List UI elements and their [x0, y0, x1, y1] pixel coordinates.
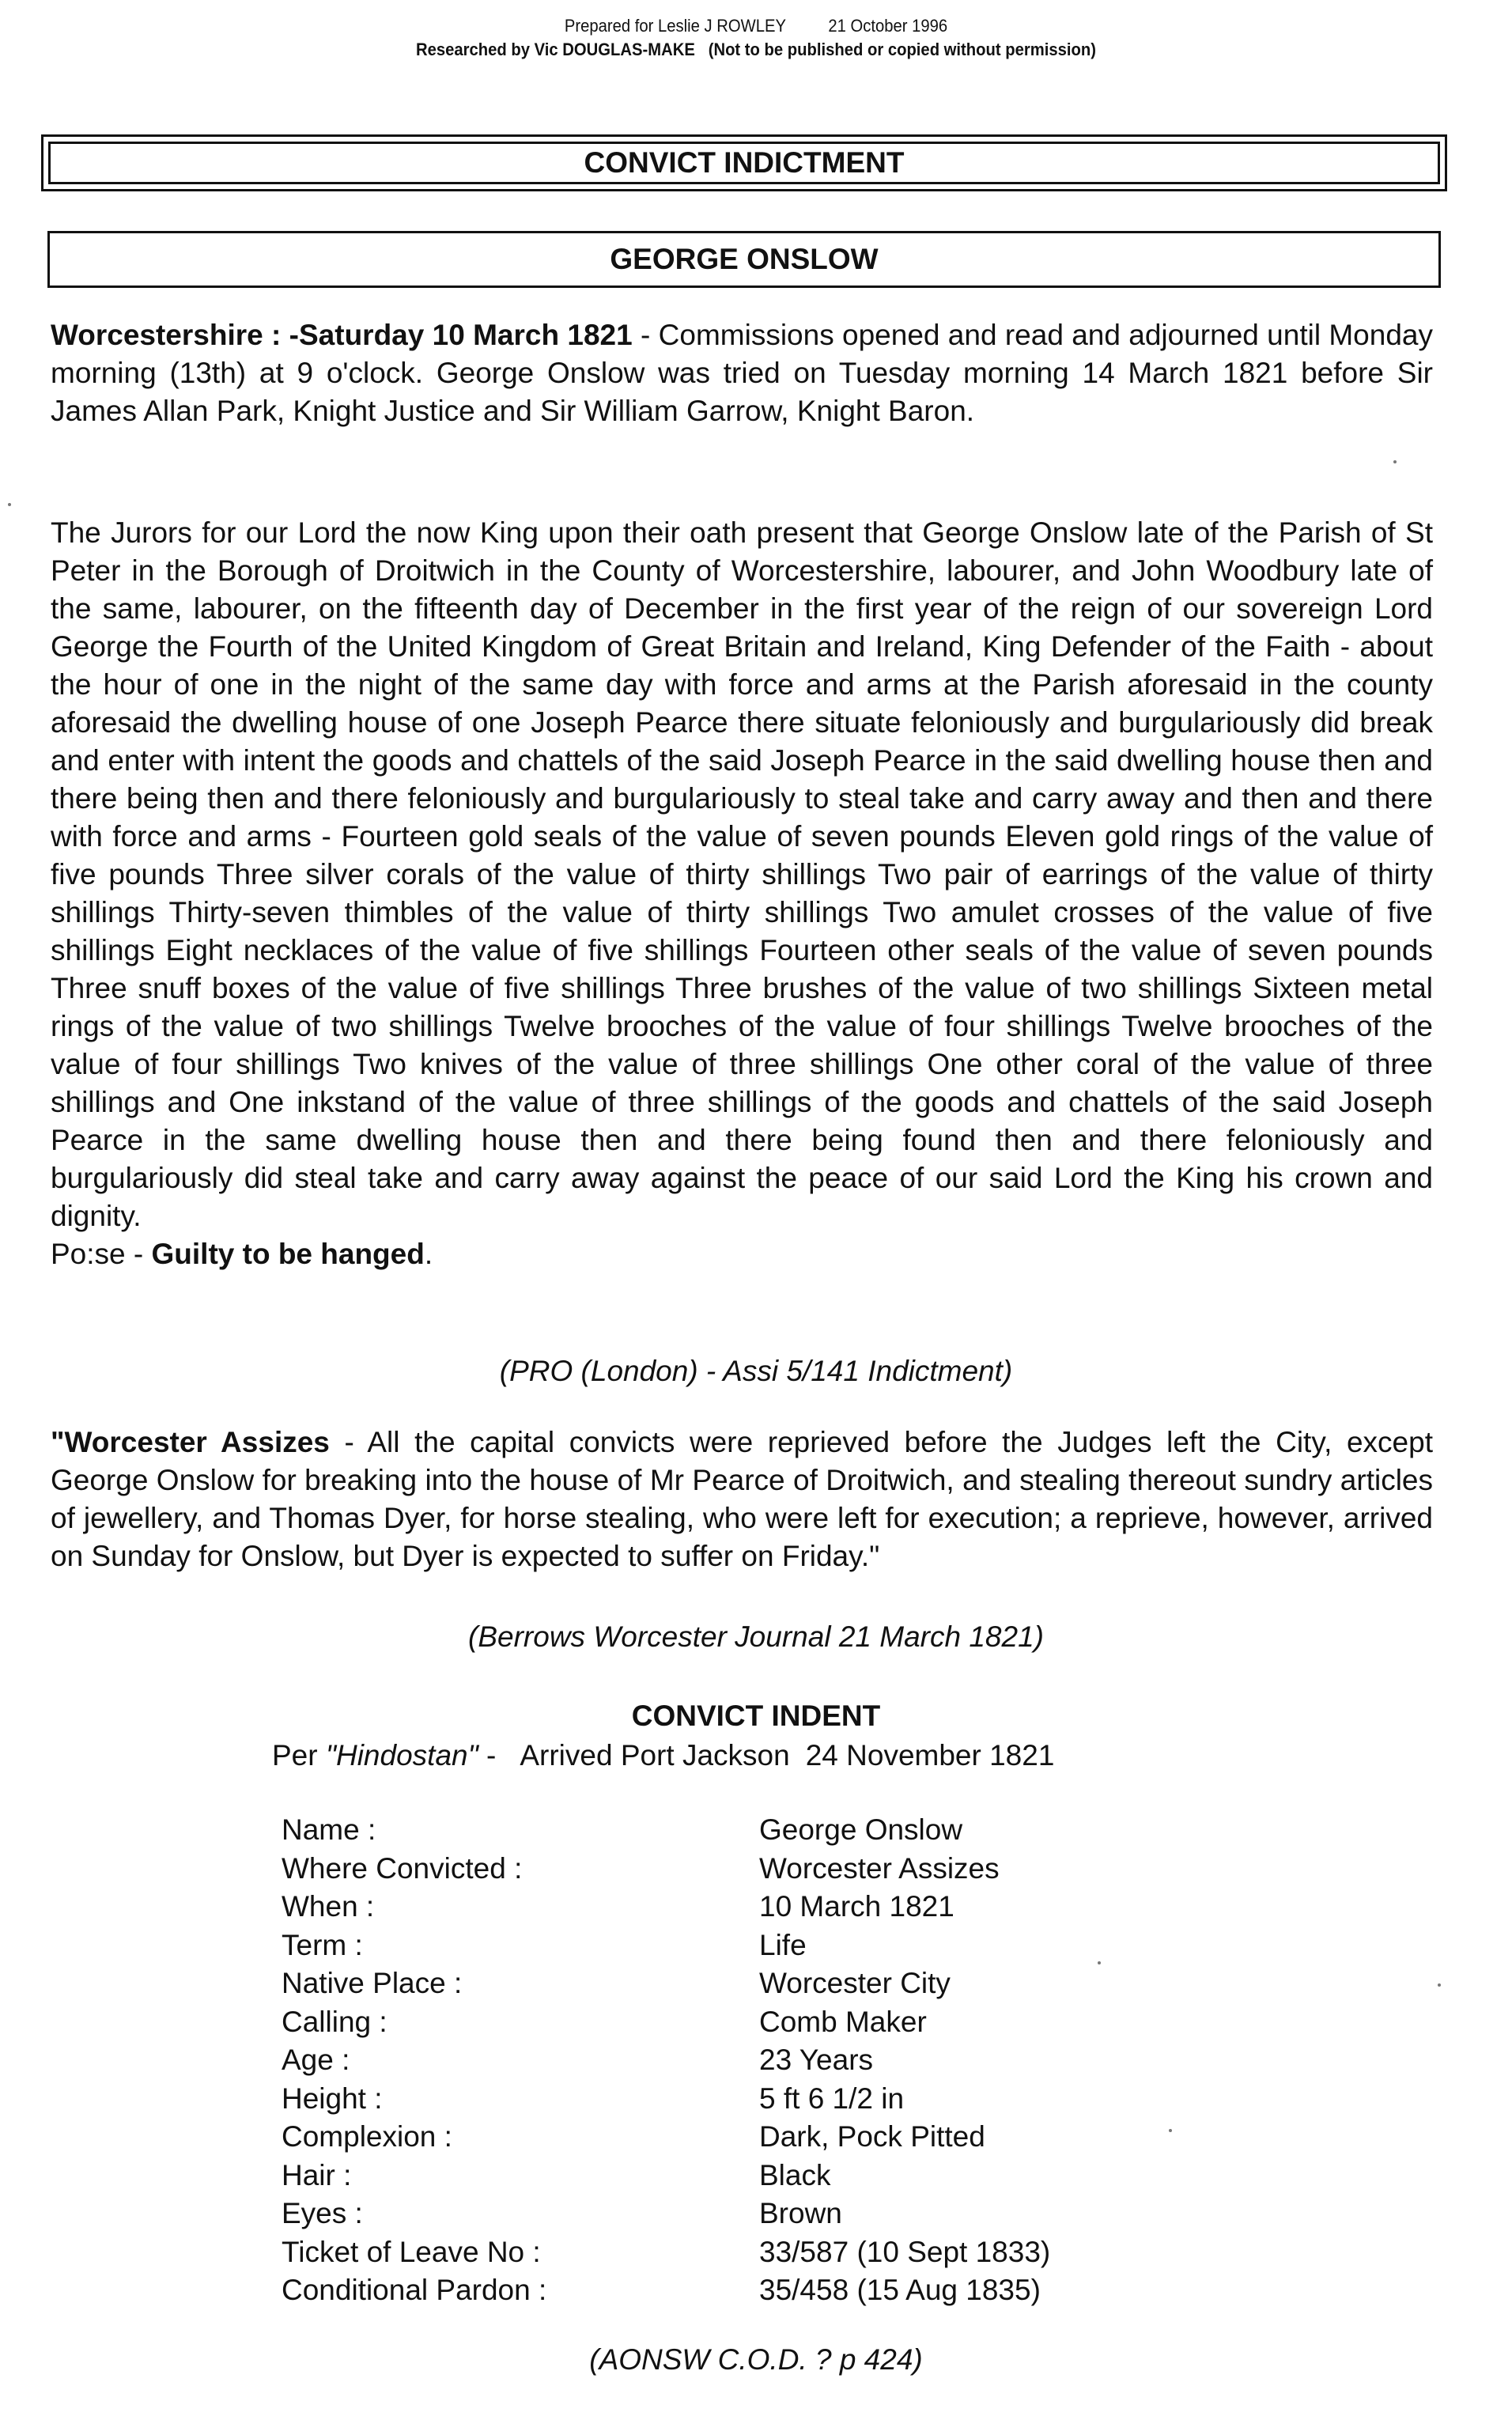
newspaper-paragraph [51, 1424, 1433, 1575]
scan-speck [8, 503, 11, 506]
convict-details [282, 1811, 1230, 2310]
scan-speck [1098, 1961, 1101, 1964]
detail-row [282, 2233, 1230, 2272]
copy-notice: (Not to be published or copied without permission) [708, 40, 1096, 59]
ship-line [272, 1737, 1054, 1775]
citation-aonsw: (AONSW C.O.D. ? p 424) [589, 2343, 923, 2376]
detail-label: Age : [282, 2044, 350, 2076]
detail-row [282, 2195, 1230, 2233]
verdict-prefix: Po:se - [51, 1238, 152, 1270]
detail-row [282, 1927, 1230, 1965]
detail-label: Name : [282, 1813, 376, 1846]
detail-value: Worcester City [759, 1967, 951, 1999]
newspaper-text: - All the capital convicts were reprieved before the Judges left the City, except George Onslow for breaking into the house of Mr Pearce of Droitwich, and stealing thereout sundry articles of jewellery, and Thomas Dyer, for horse stealing, who were left for execution; a reprieve, however, arrived on Sunday for Onslow, but Dyer is expected to suffer on Friday." [51, 1426, 1433, 1572]
detail-row [282, 1964, 1230, 2003]
detail-row [282, 2118, 1230, 2157]
indictment-text: The Jurors for our Lord the now King upon their oath present that George Onslow late of the Parish of St Peter in the Borough of Droitwich in the County of Worcestershire, labourer, and John Woodbury late of the same, labourer, on the fifteenth day of December in the first year of the reign of our sovereign Lord George the Fourth of the United Kingdom of Great Britain and Ireland, King Defender of the Faith - about the hour of one in the night of the same day with force and arms at the Parish aforesaid in the county aforesaid the dwelling house of one Joseph Pearce there situate feloniously and burgulariously did break and enter with intent the goods and chattels of the said Joseph Pearce in the said dwelling house then and there being then and there feloniously and burgulariously to steal take and carry away and then and there with force and arms - Fourteen gold seals of the value of seven pounds Eleven gold rings of the value of five pounds Three silver corals of the value of thirty shillings Two pair of earrings of the value of thirty shillings Thirty-seven thimbles of the value of thirty shillings Two amulet crosses of the value of five shillings Eight necklaces of the value of five shillings Fourteen other seals of the value of seven pounds Three snuff boxes of the value of five shillings Three brushes of the value of two shillings Sixteen metal rings of the value of two shillings Twelve brooches of the value of four shillings Twelve brooches of the value of four shillings Two knives of the value of three shillings One other coral of the value of three shillings and One inkstand of the value of three shillings of the goods and chattels of the said Joseph Pearce in the same dwelling house then and there being found then and there feloniously and burgulariously did steal take and carry away against the peace of our said Lord the King his crown and dignity. [51, 516, 1433, 1232]
citation-pro: (PRO (London) - Assi 5/141 Indictment) [499, 1355, 1013, 1387]
detail-label: Native Place : [282, 1967, 463, 1999]
detail-label: Complexion : [282, 2120, 452, 2153]
detail-label: When : [282, 1890, 375, 1923]
scan-speck [1393, 460, 1397, 463]
indictment-paragraph [51, 514, 1433, 1273]
detail-label: Hair : [282, 2158, 352, 2191]
detail-value: Worcester Assizes [759, 1851, 1000, 1885]
detail-value: 5 ft 6 1/2 in [759, 2082, 905, 2115]
trial-lead: Worcestershire : -Saturday 10 March 1821 [51, 319, 633, 351]
detail-value: 23 Years [759, 2044, 874, 2076]
detail-label: Eyes : [282, 2197, 363, 2229]
researched-by: Researched by Vic DOUGLAS-MAKE [416, 40, 695, 59]
prepared-for: Prepared for Leslie J ROWLEY [564, 16, 786, 36]
scan-speck [1169, 2129, 1172, 2132]
indent-title: CONVICT INDENT [631, 1700, 881, 1732]
trial-paragraph [51, 316, 1433, 430]
scan-speck [1438, 1983, 1441, 1987]
detail-row [282, 2271, 1230, 2310]
detail-label: Term : [282, 1928, 363, 1961]
page-title: CONVICT INDICTMENT [48, 142, 1440, 184]
detail-value: Comb Maker [759, 2005, 927, 2038]
citation-berrows: (Berrows Worcester Journal 21 March 1821) [468, 1620, 1044, 1653]
title-box [41, 134, 1447, 191]
ship-name: "Hindostan" [325, 1739, 478, 1772]
detail-value: George Onslow [759, 1813, 963, 1846]
newspaper-lead: "Worcester Assizes [51, 1426, 330, 1458]
detail-label: Height : [282, 2082, 383, 2115]
detail-value: 35/458 (15 Aug 1835) [759, 2274, 1041, 2306]
per-label: Per [272, 1739, 326, 1772]
detail-row [282, 1811, 1230, 1850]
trial-text: - Commissions opened and read and adjourned until Monday morning (13th) at 9 o'clock. George Onslow was tried on Tuesday morning 14 March 1821 before Sir James Allan Park, Knight Justice and Sir William Garrow, Knight Baron. [51, 319, 1433, 427]
verdict: Guilty to be hanged [151, 1238, 425, 1270]
detail-value: Life [759, 1928, 807, 1961]
detail-label: Where Convicted : [282, 1851, 523, 1885]
detail-label: Ticket of Leave No : [282, 2235, 541, 2268]
header-note [60, 14, 1451, 62]
detail-row [282, 2003, 1230, 2042]
detail-value: 33/587 (10 Sept 1833) [759, 2235, 1051, 2268]
detail-value: Black [759, 2158, 831, 2191]
subject-name: GEORGE ONSLOW [47, 231, 1441, 288]
ship-dash: - [478, 1739, 497, 1772]
arrival-place: Arrived Port Jackson [520, 1739, 790, 1772]
detail-label: Conditional Pardon : [282, 2274, 547, 2306]
detail-row [282, 1850, 1230, 1889]
detail-row [282, 2080, 1230, 2119]
arrival-date: 24 November 1821 [805, 1739, 1055, 1772]
verdict-suffix: . [424, 1238, 433, 1270]
detail-label: Calling : [282, 2005, 387, 2038]
prepared-date: 21 October 1996 [828, 16, 948, 36]
detail-value: 10 March 1821 [759, 1890, 954, 1923]
detail-row [282, 2157, 1230, 2195]
detail-row [282, 2041, 1230, 2080]
detail-row [282, 1888, 1230, 1927]
detail-value: Brown [759, 2197, 842, 2229]
detail-value: Dark, Pock Pitted [759, 2120, 985, 2153]
